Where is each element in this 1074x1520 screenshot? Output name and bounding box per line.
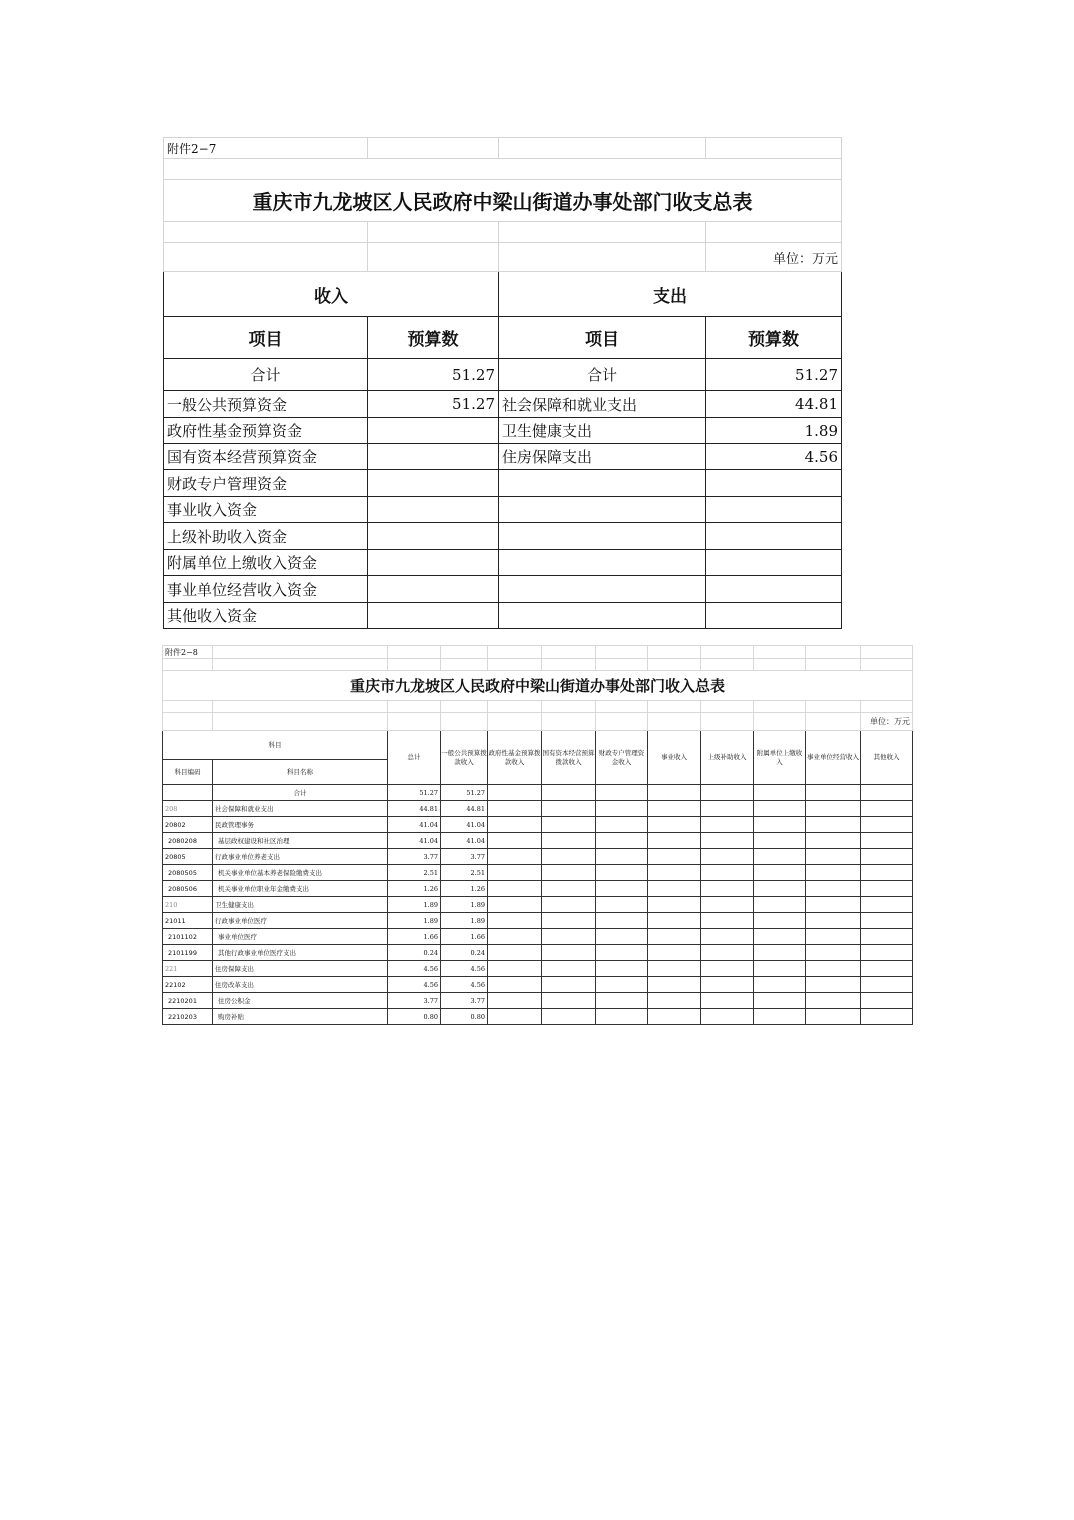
empty-cell xyxy=(596,929,648,945)
table-row xyxy=(164,359,842,391)
income-value: 51.27 xyxy=(368,391,499,418)
empty-cell xyxy=(701,913,754,929)
empty-cell xyxy=(648,897,701,913)
total-value: 44.81 xyxy=(388,801,441,817)
empty-cell xyxy=(596,977,648,993)
empty-cell xyxy=(861,849,913,865)
income-header: 收入 xyxy=(164,272,499,317)
empty-cell xyxy=(488,801,542,817)
expense-header: 支出 xyxy=(499,272,842,317)
income-item: 一般公共预算资金 xyxy=(164,391,368,418)
empty-cell xyxy=(488,1009,542,1025)
subject-name: 基层政权建设和社区治理 xyxy=(213,833,388,849)
empty-cell xyxy=(488,865,542,881)
table-row xyxy=(164,391,842,418)
income-item: 上级补助收入资金 xyxy=(164,523,368,550)
expense-item xyxy=(499,470,706,497)
empty-cell xyxy=(861,945,913,961)
subject-code: 210 xyxy=(163,897,213,913)
total-value: 4.56 xyxy=(388,977,441,993)
empty-cell xyxy=(488,913,542,929)
operating-income-header: 事业单位经营收入 xyxy=(806,731,861,785)
empty-cell xyxy=(861,785,913,801)
total-value: 3.77 xyxy=(388,849,441,865)
other-income-header: 其他收入 xyxy=(861,731,913,785)
general-budget-header: 一般公共预算拨款收入 xyxy=(441,731,488,785)
total-value: 1.26 xyxy=(388,881,441,897)
empty-cell xyxy=(596,865,648,881)
empty-cell xyxy=(596,849,648,865)
subject-code: 21011 xyxy=(163,913,213,929)
subject-name: 购房补贴 xyxy=(213,1009,388,1025)
subject-code: 2080505 xyxy=(163,865,213,881)
expense-item: 卫生健康支出 xyxy=(499,418,706,444)
subject-header: 科目 xyxy=(163,731,388,760)
total-header: 总计 xyxy=(388,731,441,785)
empty-cell xyxy=(596,993,648,1009)
empty-cell xyxy=(648,833,701,849)
empty-cell xyxy=(648,817,701,833)
subject-code: 20805 xyxy=(163,849,213,865)
empty-cell xyxy=(648,801,701,817)
income-value xyxy=(368,523,499,550)
table-row xyxy=(164,576,842,603)
table-row xyxy=(164,550,842,576)
empty-cell xyxy=(806,817,861,833)
table-title-2: 重庆市九龙坡区人民政府中梁山街道办事处部门收入总表 xyxy=(163,671,913,701)
empty-cell xyxy=(488,977,542,993)
table-row xyxy=(163,993,913,1009)
table-row xyxy=(164,444,842,470)
empty-cell xyxy=(754,945,806,961)
empty-cell xyxy=(701,1009,754,1025)
subject-code: 2210201 xyxy=(163,993,213,1009)
fund-budget-header: 政府性基金预算拨款收入 xyxy=(488,731,542,785)
empty-cell xyxy=(806,929,861,945)
empty-cell xyxy=(596,945,648,961)
total-value: 41.04 xyxy=(388,833,441,849)
subject-code: 208 xyxy=(163,801,213,817)
total-value: 41.04 xyxy=(388,817,441,833)
empty-cell xyxy=(648,929,701,945)
subject-name: 事业单位医疗 xyxy=(213,929,388,945)
table-row xyxy=(163,801,913,817)
unit-label: 单位：万元 xyxy=(706,243,842,272)
expense-value xyxy=(706,470,842,497)
subject-code: 20802 xyxy=(163,817,213,833)
empty-cell xyxy=(701,961,754,977)
empty-cell xyxy=(861,993,913,1009)
subject-code: 22102 xyxy=(163,977,213,993)
subject-code: 2101102 xyxy=(163,929,213,945)
subject-code: 2101199 xyxy=(163,945,213,961)
empty-cell xyxy=(806,945,861,961)
superior-subsidy-header: 上级补助收入 xyxy=(701,731,754,785)
empty-cell xyxy=(754,977,806,993)
subject-name: 合计 xyxy=(213,785,388,801)
empty-cell xyxy=(861,833,913,849)
empty-cell xyxy=(861,817,913,833)
total-value: 1.89 xyxy=(388,897,441,913)
empty-cell xyxy=(596,881,648,897)
general-budget-value: 1.89 xyxy=(441,897,488,913)
table-row xyxy=(163,865,913,881)
empty-cell xyxy=(542,897,596,913)
empty-cell xyxy=(806,865,861,881)
general-budget-value: 1.89 xyxy=(441,913,488,929)
income-item: 事业收入资金 xyxy=(164,497,368,523)
empty-cell xyxy=(648,945,701,961)
empty-cell xyxy=(596,785,648,801)
empty-cell xyxy=(701,801,754,817)
general-budget-value: 41.04 xyxy=(441,817,488,833)
table-row xyxy=(164,418,842,444)
table-row xyxy=(163,977,913,993)
empty-cell xyxy=(701,881,754,897)
empty-cell xyxy=(806,913,861,929)
empty-cell xyxy=(488,833,542,849)
income-item: 附属单位上缴收入资金 xyxy=(164,550,368,576)
income-item: 政府性基金预算资金 xyxy=(164,418,368,444)
table-row xyxy=(163,961,913,977)
empty-cell xyxy=(806,977,861,993)
income-item: 财政专户管理资金 xyxy=(164,470,368,497)
subject-name: 其他行政事业单位医疗支出 xyxy=(213,945,388,961)
total-value: 0.80 xyxy=(388,1009,441,1025)
table-row xyxy=(164,523,842,550)
empty-cell xyxy=(648,1009,701,1025)
affiliated-unit-header: 附属单位上缴收入 xyxy=(754,731,806,785)
empty-cell xyxy=(542,1009,596,1025)
general-budget-value: 0.24 xyxy=(441,945,488,961)
empty-cell xyxy=(542,865,596,881)
table-row xyxy=(164,497,842,523)
expense-value xyxy=(706,523,842,550)
special-account-header: 财政专户管理资金收入 xyxy=(596,731,648,785)
table-row xyxy=(163,945,913,961)
table-row xyxy=(164,470,842,497)
empty-cell xyxy=(542,977,596,993)
empty-cell xyxy=(648,881,701,897)
empty-cell xyxy=(488,785,542,801)
income-value xyxy=(368,470,499,497)
income-item: 其他收入资金 xyxy=(164,603,368,629)
empty-cell xyxy=(806,801,861,817)
empty-cell xyxy=(861,961,913,977)
empty-cell xyxy=(861,897,913,913)
expense-item xyxy=(499,497,706,523)
expense-budget-header: 预算数 xyxy=(706,317,842,359)
income-item: 合计 xyxy=(164,359,368,391)
table-row xyxy=(163,833,913,849)
empty-cell xyxy=(542,961,596,977)
general-budget-value: 1.26 xyxy=(441,881,488,897)
empty-cell xyxy=(542,817,596,833)
income-value xyxy=(368,576,499,603)
general-budget-value: 51.27 xyxy=(441,785,488,801)
empty-cell xyxy=(488,945,542,961)
empty-cell xyxy=(701,897,754,913)
empty-cell xyxy=(648,993,701,1009)
general-budget-value: 4.56 xyxy=(441,977,488,993)
general-budget-value: 41.04 xyxy=(441,833,488,849)
subject-name: 机关事业单位基本养老保险缴费支出 xyxy=(213,865,388,881)
subject-code-header: 科目编码 xyxy=(163,760,213,785)
empty-cell xyxy=(488,849,542,865)
subject-name-header: 科目名称 xyxy=(213,760,388,785)
attachment-caption-2: 附件2−8 xyxy=(163,646,213,659)
income-value xyxy=(368,603,499,629)
total-value: 0.24 xyxy=(388,945,441,961)
empty-cell xyxy=(861,1009,913,1025)
income-budget-header: 预算数 xyxy=(368,317,499,359)
subject-code: 221 xyxy=(163,961,213,977)
empty-cell xyxy=(806,961,861,977)
general-budget-value: 3.77 xyxy=(441,993,488,1009)
income-value xyxy=(368,418,499,444)
subject-code: 2080208 xyxy=(163,833,213,849)
general-budget-value: 3.77 xyxy=(441,849,488,865)
empty-cell xyxy=(754,993,806,1009)
subject-name: 住房改革支出 xyxy=(213,977,388,993)
attachment-caption: 附件2−7 xyxy=(164,138,368,159)
subject-name: 机关事业单位职业年金缴费支出 xyxy=(213,881,388,897)
empty-cell xyxy=(701,817,754,833)
empty-cell xyxy=(861,801,913,817)
empty-cell xyxy=(648,913,701,929)
empty-cell xyxy=(596,961,648,977)
empty-cell xyxy=(754,897,806,913)
table-row xyxy=(163,881,913,897)
empty-cell xyxy=(648,785,701,801)
expense-item xyxy=(499,603,706,629)
empty-cell xyxy=(754,865,806,881)
total-value: 2.51 xyxy=(388,865,441,881)
table-row xyxy=(163,897,913,913)
empty-cell xyxy=(596,897,648,913)
empty-cell xyxy=(806,881,861,897)
empty-cell xyxy=(701,833,754,849)
empty-cell xyxy=(806,897,861,913)
empty-cell xyxy=(648,977,701,993)
empty-cell xyxy=(701,929,754,945)
empty-cell xyxy=(806,833,861,849)
empty-cell xyxy=(542,833,596,849)
expense-value: 1.89 xyxy=(706,418,842,444)
total-value: 51.27 xyxy=(388,785,441,801)
empty-cell xyxy=(806,993,861,1009)
expense-value: 51.27 xyxy=(706,359,842,391)
table-row xyxy=(163,849,913,865)
empty-cell xyxy=(542,913,596,929)
expense-value xyxy=(706,497,842,523)
unit-label-2: 单位：万元 xyxy=(861,713,913,731)
empty-cell xyxy=(754,849,806,865)
empty-cell xyxy=(542,945,596,961)
general-budget-value: 4.56 xyxy=(441,961,488,977)
empty-cell xyxy=(806,849,861,865)
empty-cell xyxy=(754,881,806,897)
subject-code xyxy=(163,785,213,801)
subject-name: 住房保障支出 xyxy=(213,961,388,977)
table-row xyxy=(163,929,913,945)
empty-cell xyxy=(542,785,596,801)
empty-cell xyxy=(806,1009,861,1025)
empty-cell xyxy=(861,977,913,993)
empty-cell xyxy=(754,929,806,945)
subject-name: 住房公积金 xyxy=(213,993,388,1009)
general-budget-value: 0.80 xyxy=(441,1009,488,1025)
empty-cell xyxy=(754,801,806,817)
income-value xyxy=(368,550,499,576)
total-value: 1.66 xyxy=(388,929,441,945)
expense-item: 社会保障和就业支出 xyxy=(499,391,706,418)
general-budget-value: 44.81 xyxy=(441,801,488,817)
empty-cell xyxy=(542,881,596,897)
empty-cell xyxy=(861,865,913,881)
empty-cell xyxy=(861,929,913,945)
empty-cell xyxy=(861,881,913,897)
subject-code: 2210203 xyxy=(163,1009,213,1025)
empty-cell xyxy=(596,833,648,849)
expense-value xyxy=(706,576,842,603)
income-value xyxy=(368,497,499,523)
subject-name: 社会保障和就业支出 xyxy=(213,801,388,817)
empty-cell xyxy=(754,961,806,977)
state-capital-header: 国有资本经营预算拨款收入 xyxy=(542,731,596,785)
income-item: 事业单位经营收入资金 xyxy=(164,576,368,603)
empty-cell xyxy=(754,833,806,849)
subject-name: 行政事业单位医疗 xyxy=(213,913,388,929)
general-budget-value: 1.66 xyxy=(441,929,488,945)
empty-cell xyxy=(542,993,596,1009)
expense-value: 4.56 xyxy=(706,444,842,470)
empty-cell xyxy=(701,993,754,1009)
empty-cell xyxy=(648,849,701,865)
empty-cell xyxy=(648,865,701,881)
expense-value: 44.81 xyxy=(706,391,842,418)
empty-cell xyxy=(754,785,806,801)
empty-cell xyxy=(488,881,542,897)
subject-name: 民政管理事务 xyxy=(213,817,388,833)
business-income-header: 事业收入 xyxy=(648,731,701,785)
total-row xyxy=(163,785,913,801)
income-item: 国有资本经营预算资金 xyxy=(164,444,368,470)
empty-cell xyxy=(701,945,754,961)
expense-item xyxy=(499,550,706,576)
table-row xyxy=(163,1009,913,1025)
income-value xyxy=(368,444,499,470)
empty-cell xyxy=(488,897,542,913)
empty-cell xyxy=(701,785,754,801)
table-title: 重庆市九龙坡区人民政府中梁山街道办事处部门收支总表 xyxy=(164,180,842,222)
income-expense-summary-table xyxy=(163,137,842,629)
total-value: 1.89 xyxy=(388,913,441,929)
empty-cell xyxy=(542,929,596,945)
expense-item xyxy=(499,576,706,603)
empty-cell xyxy=(596,913,648,929)
expense-value xyxy=(706,550,842,576)
subject-code: 2080506 xyxy=(163,881,213,897)
expense-item xyxy=(499,523,706,550)
total-value: 3.77 xyxy=(388,993,441,1009)
empty-cell xyxy=(488,817,542,833)
empty-cell xyxy=(542,849,596,865)
subject-name: 行政事业单位养老支出 xyxy=(213,849,388,865)
expense-item-header: 项目 xyxy=(499,317,706,359)
table-row xyxy=(163,817,913,833)
empty-cell xyxy=(488,993,542,1009)
empty-cell xyxy=(806,785,861,801)
table-row xyxy=(163,913,913,929)
empty-cell xyxy=(488,929,542,945)
empty-cell xyxy=(596,801,648,817)
empty-cell xyxy=(754,817,806,833)
income-summary-table xyxy=(162,645,913,1025)
empty-cell xyxy=(701,977,754,993)
expense-item: 合计 xyxy=(499,359,706,391)
empty-cell xyxy=(596,1009,648,1025)
empty-cell xyxy=(754,1009,806,1025)
expense-item: 住房保障支出 xyxy=(499,444,706,470)
total-value: 4.56 xyxy=(388,961,441,977)
expense-value xyxy=(706,603,842,629)
empty-cell xyxy=(701,865,754,881)
empty-cell xyxy=(542,801,596,817)
empty-cell xyxy=(861,913,913,929)
subject-name: 卫生健康支出 xyxy=(213,897,388,913)
empty-cell xyxy=(596,817,648,833)
empty-cell xyxy=(754,913,806,929)
income-value: 51.27 xyxy=(368,359,499,391)
empty-cell xyxy=(701,849,754,865)
income-item-header: 项目 xyxy=(164,317,368,359)
general-budget-value: 2.51 xyxy=(441,865,488,881)
empty-cell xyxy=(488,961,542,977)
empty-cell xyxy=(648,961,701,977)
table-row xyxy=(164,603,842,629)
